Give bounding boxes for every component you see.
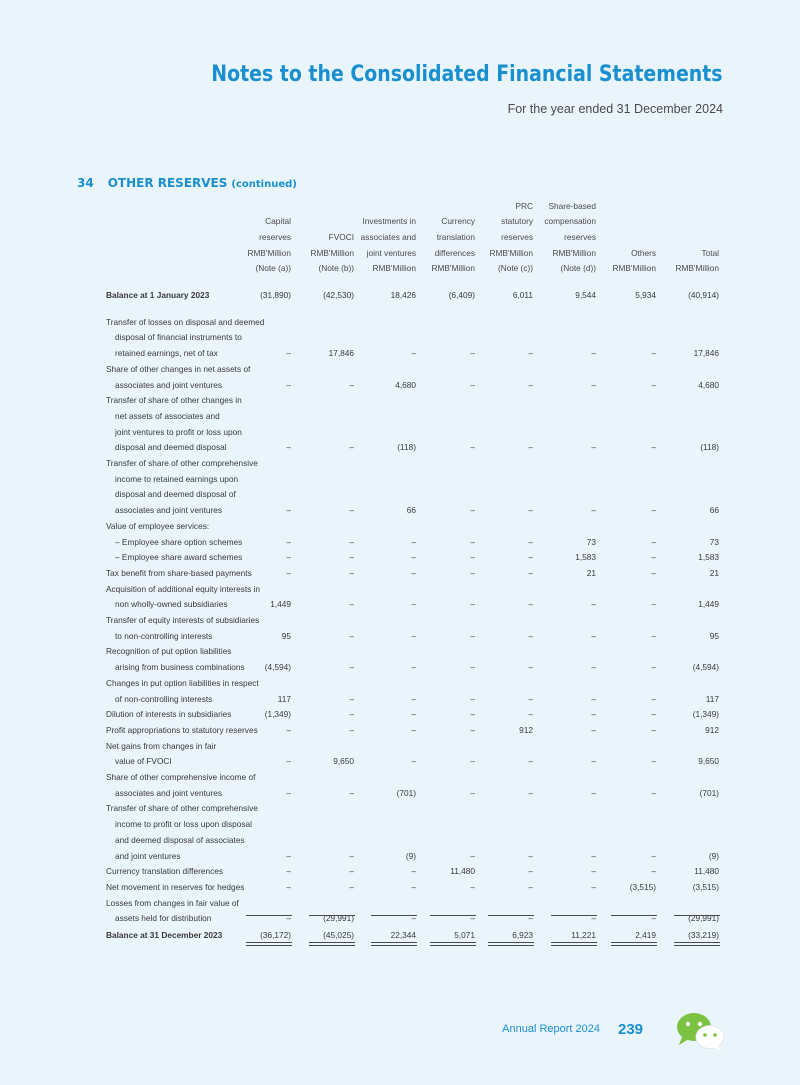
table-cell: – (651, 724, 656, 735)
table-cell: – (651, 536, 656, 547)
table-cell: 21 (586, 567, 596, 578)
table-cell: – (286, 379, 291, 390)
double-rule (488, 942, 534, 946)
table-cell: – (470, 693, 475, 704)
row-label: – Employee share option schemes (115, 536, 243, 547)
table-cell: 9,650 (333, 756, 354, 767)
table-cell: – (470, 787, 475, 798)
table-cell: – (528, 913, 533, 924)
table-cell: – (591, 348, 596, 359)
total-rule (246, 915, 292, 916)
table-cell: 6,923 (512, 930, 533, 940)
row-label: Profit appropriations to statutory reserves (106, 724, 258, 735)
column-header-line: RMB'Million (489, 247, 533, 258)
table-cell: – (591, 866, 596, 877)
table-cell: – (470, 567, 475, 578)
total-rule (430, 915, 476, 916)
table-cell: (31,890) (260, 290, 291, 300)
table-cell: – (470, 913, 475, 924)
double-rule (674, 942, 720, 946)
table-cell: – (591, 379, 596, 390)
table-cell: – (411, 756, 416, 767)
table-cell: – (528, 662, 533, 673)
row-label: value of FVOCI (115, 756, 172, 767)
table-cell: – (286, 552, 291, 563)
column-header-line: statutory (501, 216, 533, 227)
column-header-line: RMB'Million (247, 247, 291, 258)
table-cell: – (470, 348, 475, 359)
table-cell: – (470, 379, 475, 390)
table-cell: 9,650 (698, 756, 719, 767)
row-label: and joint ventures (115, 850, 181, 861)
table-cell: 1,583 (575, 552, 596, 563)
table-cell: (6,409) (448, 290, 475, 300)
table-cell: – (349, 567, 354, 578)
table-cell: – (470, 662, 475, 673)
table-cell: – (528, 552, 533, 563)
column-header-line: (Note (c)) (497, 263, 533, 274)
table-cell: – (349, 881, 354, 892)
table-cell: (29,991) (323, 913, 354, 924)
footer-report-label: Annual Report 2024 (502, 1023, 600, 1035)
table-cell: – (411, 709, 416, 720)
table-cell: – (349, 599, 354, 610)
column-header-line: RMB'Million (372, 263, 416, 274)
page-number: 239 (618, 1021, 644, 1038)
table-cell: 912 (705, 724, 719, 735)
table-cell: – (349, 379, 354, 390)
table-cell: – (470, 536, 475, 547)
table-cell: – (591, 881, 596, 892)
page-title: Notes to the Consolidated Financial Statements (211, 62, 723, 87)
wechat-logo-icon (674, 1010, 726, 1052)
table-cell: – (349, 787, 354, 798)
table-cell: (36,172) (260, 930, 291, 940)
table-cell: – (651, 913, 656, 924)
table-cell: – (591, 756, 596, 767)
table-cell: – (349, 724, 354, 735)
row-label: Net movement in reserves for hedges (106, 881, 245, 892)
table-cell: 11,221 (571, 930, 596, 940)
table-cell: – (349, 505, 354, 516)
table-cell: – (591, 630, 596, 641)
table-cell: – (286, 850, 291, 861)
column-header-line: RMB'Million (310, 247, 354, 258)
row-label: – Employee share award schemes (115, 552, 243, 563)
table-cell: (33,219) (688, 930, 719, 940)
table-cell: 1,449 (698, 599, 719, 610)
page-subtitle: For the year ended 31 December 2024 (507, 102, 723, 116)
table-cell: – (411, 567, 416, 578)
table-cell: – (591, 442, 596, 453)
table-cell: – (349, 552, 354, 563)
row-label: net assets of associates and (115, 410, 220, 421)
table-cell: (1,349) (692, 709, 719, 720)
table-cell: – (651, 348, 656, 359)
table-cell: (1,349) (264, 709, 291, 720)
table-cell: (701) (396, 787, 416, 798)
table-cell: – (411, 662, 416, 673)
column-header-line: RMB'Million (431, 263, 475, 274)
table-cell: – (349, 630, 354, 641)
table-cell: – (591, 724, 596, 735)
table-cell: 95 (281, 630, 291, 641)
table-cell: (29,991) (688, 913, 719, 924)
table-cell: 17,846 (328, 348, 354, 359)
table-cell: – (470, 599, 475, 610)
table-cell: – (591, 599, 596, 610)
table-cell: (4,594) (264, 662, 291, 673)
row-label: Transfer of share of other comprehensive (106, 803, 258, 814)
table-cell: – (528, 630, 533, 641)
column-header-line: PRC (515, 200, 533, 211)
row-label: Transfer of share of other changes in (106, 395, 242, 406)
table-cell: – (470, 724, 475, 735)
row-label: income to profit or loss upon disposal (115, 819, 252, 830)
table-cell: – (411, 724, 416, 735)
table-cell: – (411, 881, 416, 892)
table-cell: 5,071 (454, 930, 475, 940)
row-label: Share of other comprehensive income of (106, 772, 256, 782)
column-header-line: reserves (564, 231, 596, 242)
row-label: Changes in put option liabilities in respect (106, 677, 259, 688)
column-header-line: Investments in (362, 216, 416, 227)
row-label: disposal of financial instruments to (115, 332, 242, 343)
table-cell: – (651, 709, 656, 720)
table-cell: – (528, 693, 533, 704)
table-cell: – (286, 567, 291, 578)
table-cell: – (528, 881, 533, 892)
table-cell: 17,846 (693, 348, 719, 359)
column-header-line: translation (436, 231, 475, 242)
table-cell: – (411, 536, 416, 547)
table-cell: (9) (708, 850, 719, 861)
column-header-line: RMB'Million (675, 263, 719, 274)
table-cell: (9) (405, 850, 416, 861)
table-cell: – (591, 850, 596, 861)
table-cell: – (470, 709, 475, 720)
table-cell: – (528, 505, 533, 516)
column-header-line: associates and (360, 231, 416, 242)
row-label: Share of other changes in net assets of (106, 363, 251, 374)
table-cell: – (286, 505, 291, 516)
total-rule (611, 915, 657, 916)
column-header-line: (Note (b)) (318, 263, 354, 274)
double-rule (611, 942, 657, 946)
table-cell: (118) (397, 442, 416, 453)
row-label: disposal and deemed disposal (115, 442, 227, 453)
table-cell: – (651, 442, 656, 453)
table-cell: – (349, 536, 354, 547)
table-cell: 11,480 (450, 866, 475, 877)
row-label: Balance at 31 December 2023 (106, 930, 223, 940)
column-header-line: Others (631, 247, 656, 258)
section-continued: (continued) (231, 179, 297, 190)
table-cell: – (286, 348, 291, 359)
row-label: Tax benefit from share-based payments (106, 567, 252, 578)
table-cell: – (470, 505, 475, 516)
column-header-line: joint ventures (366, 247, 416, 258)
column-header-line: Share-based (548, 200, 596, 211)
column-header-line: Total (701, 247, 719, 258)
table-cell: – (651, 787, 656, 798)
column-header-line: Capital (265, 216, 291, 227)
table-cell: – (286, 913, 291, 924)
table-cell: – (349, 866, 354, 877)
row-label: Transfer of losses on disposal and deemed (106, 316, 265, 327)
table-cell: – (349, 662, 354, 673)
row-label: assets held for distribution (115, 913, 212, 924)
table-cell: – (528, 536, 533, 547)
table-cell: – (651, 693, 656, 704)
row-label: associates and joint ventures (115, 787, 223, 798)
table-cell: (3,515) (629, 881, 656, 892)
table-cell: – (591, 662, 596, 673)
table-cell: 6,011 (512, 290, 533, 300)
table-cell: – (286, 866, 291, 877)
table-cell: (3,515) (692, 881, 719, 892)
table-cell: – (286, 756, 291, 767)
double-rule (309, 942, 355, 946)
section-number: 34 (77, 176, 94, 190)
table-cell: – (651, 599, 656, 610)
row-label: Recognition of put option liabilities (106, 646, 232, 657)
row-label: joint ventures to profit or loss upon (115, 426, 242, 437)
table-cell: – (528, 866, 533, 877)
table-cell: – (286, 724, 291, 735)
row-label: Currency translation differences (106, 866, 223, 877)
row-label: retained earnings, net of tax (115, 348, 218, 359)
table-cell: – (349, 850, 354, 861)
table-cell: 22,344 (390, 930, 416, 940)
table-cell: (42,530) (323, 290, 354, 300)
total-rule (488, 915, 534, 916)
table-cell: 9,544 (575, 290, 596, 300)
table-cell: 117 (277, 693, 291, 704)
total-rule (371, 915, 417, 916)
table-cell: 73 (709, 536, 719, 547)
table-cell: – (651, 379, 656, 390)
table-cell: – (411, 348, 416, 359)
table-cell: (4,594) (692, 662, 719, 673)
section-heading (77, 172, 297, 191)
table-cell: 18,426 (390, 290, 416, 300)
table-cell: 95 (709, 630, 719, 641)
row-label: Losses from changes in fair value of (106, 897, 239, 908)
table-cell: – (651, 505, 656, 516)
row-label: disposal and deemed disposal of (115, 489, 236, 500)
table-cell: 66 (406, 505, 416, 516)
row-label: to non-controlling interests (115, 630, 213, 641)
row-label: arising from business combinations (115, 662, 245, 673)
column-header-line: FVOCI (328, 231, 354, 242)
table-cell: – (528, 787, 533, 798)
total-rule (551, 915, 597, 916)
table-cell: 1,583 (698, 552, 719, 563)
double-rule (371, 942, 417, 946)
row-label: Transfer of equity interests of subsidiaries (106, 615, 260, 625)
table-cell: – (528, 850, 533, 861)
table-cell: (45,025) (323, 930, 354, 940)
column-header-line: reserves (259, 231, 291, 242)
table-cell: 4,680 (698, 379, 719, 390)
table-cell: 4,680 (395, 379, 416, 390)
row-label: and deemed disposal of associates (115, 834, 245, 845)
table-cell: (40,914) (688, 290, 719, 300)
column-header (619, 246, 719, 277)
table-cell: 1,449 (270, 599, 291, 610)
table-cell: – (651, 866, 656, 877)
table-cell: – (651, 662, 656, 673)
table-cell: – (651, 756, 656, 767)
table-cell: 2,419 (635, 930, 656, 940)
table-cell: – (411, 866, 416, 877)
table-cell: – (651, 630, 656, 641)
row-label: Transfer of share of other comprehensive (106, 458, 258, 468)
row-label: Dilution of interests in subsidiaries (106, 709, 232, 720)
row-label: Net gains from changes in fair (106, 740, 217, 751)
table-cell: – (411, 552, 416, 563)
table-cell: – (470, 756, 475, 767)
table-cell: – (528, 379, 533, 390)
row-label: non wholly-owned subsidiaries (115, 599, 228, 610)
table-cell: (701) (699, 787, 719, 798)
table-cell: – (651, 567, 656, 578)
row-label: associates and joint ventures (115, 505, 223, 516)
table-cell: – (528, 599, 533, 610)
column-header-line: RMB'Million (552, 247, 596, 258)
table-cell: – (411, 599, 416, 610)
table-cell: 912 (519, 724, 533, 735)
table-cell: – (470, 552, 475, 563)
table-cell: – (349, 709, 354, 720)
table-cell: – (286, 787, 291, 798)
row-label: of non-controlling interests (115, 693, 213, 704)
column-header-line: reserves (501, 231, 533, 242)
table-cell: – (286, 442, 291, 453)
table-cell: – (349, 693, 354, 704)
double-rule (246, 942, 292, 946)
row-label: associates and joint ventures (115, 379, 223, 390)
table-cell: 5,934 (635, 290, 656, 300)
column-header-line: compensation (544, 216, 596, 227)
table-cell: – (411, 693, 416, 704)
table-cell: – (470, 442, 475, 453)
table-cell: 66 (709, 505, 719, 516)
section-title: OTHER RESERVES (107, 176, 228, 190)
table-cell: – (286, 536, 291, 547)
total-rule (674, 915, 720, 916)
table-cell: – (470, 630, 475, 641)
table-cell: 11,480 (694, 866, 719, 877)
column-header-line: RMB'Million (612, 263, 656, 274)
column-header-line: (Note (a)) (255, 263, 291, 274)
table-cell: – (411, 630, 416, 641)
table-cell: 73 (586, 536, 596, 547)
table-cell: – (470, 850, 475, 861)
table-cell: – (591, 709, 596, 720)
table-cell: – (591, 693, 596, 704)
double-rule (551, 942, 597, 946)
column-header-line: (Note (d)) (560, 263, 596, 274)
row-label: Value of employee services: (106, 520, 210, 531)
table-cell: – (528, 756, 533, 767)
double-rule (430, 942, 476, 946)
row-label: Balance at 1 January 2023 (106, 290, 210, 300)
table-cell: – (591, 787, 596, 798)
table-cell: – (528, 567, 533, 578)
column-header-line: differences (434, 247, 475, 258)
table-cell: 21 (709, 567, 719, 578)
column-header-line: Currency (441, 216, 475, 227)
table-cell: – (591, 505, 596, 516)
total-rule (309, 915, 355, 916)
table-cell: – (528, 442, 533, 453)
table-cell: – (651, 850, 656, 861)
row-label: Acquisition of additional equity interests in (106, 583, 261, 594)
table-cell: – (528, 348, 533, 359)
table-cell: – (286, 881, 291, 892)
table-cell: – (528, 709, 533, 720)
table-cell: – (591, 913, 596, 924)
table-cell: – (651, 552, 656, 563)
table-cell: – (349, 442, 354, 453)
table-cell: – (411, 913, 416, 924)
row-label: income to retained earnings upon (115, 473, 239, 484)
table-cell: 117 (705, 693, 719, 704)
table-cell: (118) (700, 442, 719, 453)
table-cell: – (470, 881, 475, 892)
